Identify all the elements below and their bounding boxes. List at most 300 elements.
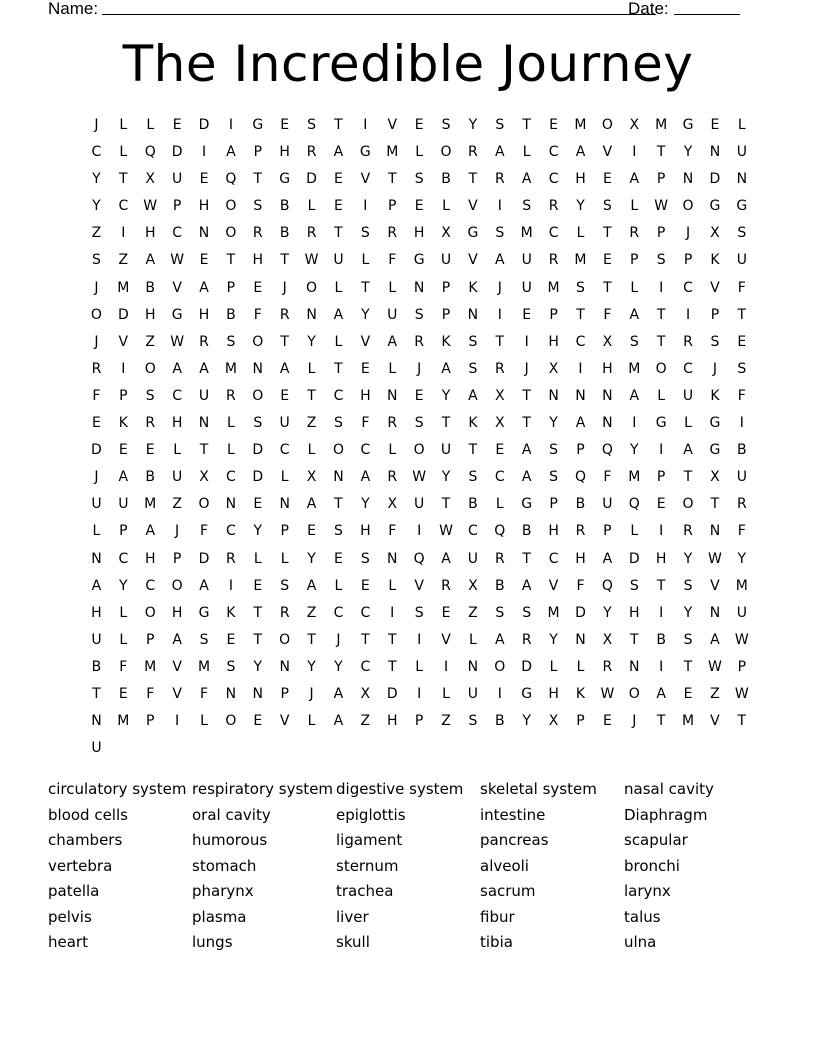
grid-letter[interactable]: P [280,685,289,702]
grid-letter[interactable]: F [603,469,612,486]
grid-letter[interactable]: T [361,279,370,296]
grid-letter[interactable]: O [198,496,210,513]
grid-letter[interactable]: H [144,306,156,323]
grid-letter[interactable]: X [306,469,317,486]
grid-letter[interactable]: H [91,604,102,621]
grid-letter[interactable]: O [494,658,506,675]
grid-letter[interactable]: E [280,117,290,133]
grid-letter[interactable]: P [146,713,155,730]
grid-letter[interactable]: R [199,333,209,350]
grid-letter[interactable]: T [468,442,478,459]
grid-letter[interactable]: S [468,360,478,377]
grid-letter[interactable]: E [199,171,209,188]
grid-letter[interactable]: U [736,469,747,486]
grid-letter[interactable]: A [629,171,640,188]
grid-letter[interactable]: L [334,577,343,594]
grid-letter[interactable]: E [118,685,128,702]
grid-letter[interactable]: T [629,631,639,648]
grid-letter[interactable]: A [91,577,102,594]
grid-letter[interactable]: C [683,279,693,296]
grid-letter[interactable]: I [417,685,422,702]
grid-letter[interactable]: J [94,469,99,486]
grid-letter[interactable]: T [656,333,666,350]
grid-letter[interactable]: T [334,496,343,513]
grid-letter[interactable]: I [659,279,664,296]
grid-letter[interactable]: C [145,577,156,594]
grid-letter[interactable]: X [441,225,451,242]
grid-letter[interactable]: T [522,550,531,567]
grid-letter[interactable]: V [279,713,290,730]
grid-letter[interactable]: S [629,333,639,350]
grid-letter[interactable]: N [629,658,640,675]
grid-letter[interactable]: L [119,631,128,648]
grid-letter[interactable]: E [710,117,720,133]
grid-letter[interactable]: X [602,333,613,350]
grid-letter[interactable]: L [415,658,424,675]
grid-letter[interactable]: P [549,496,558,513]
grid-letter[interactable]: O [225,713,237,730]
grid-letter[interactable]: H [655,550,667,567]
grid-letter[interactable]: L [307,198,316,215]
grid-letter[interactable]: S [522,604,532,621]
grid-letter[interactable]: G [279,171,291,188]
grid-letter[interactable]: I [121,225,126,242]
grid-letter[interactable]: K [468,279,478,296]
grid-letter[interactable]: N [709,144,721,161]
grid-letter[interactable]: U [198,387,210,404]
grid-letter[interactable]: T [495,333,505,350]
grid-letter[interactable]: E [360,360,370,377]
grid-letter[interactable]: Q [144,144,156,161]
grid-letter[interactable]: J [175,523,180,540]
grid-letter[interactable]: W [170,252,185,269]
grid-letter[interactable]: S [656,252,666,269]
grid-letter[interactable]: U [91,496,102,513]
grid-letter[interactable]: T [307,631,316,648]
grid-letter[interactable]: S [495,117,505,133]
grid-letter[interactable]: P [576,713,585,730]
grid-letter[interactable]: M [681,713,695,730]
grid-letter[interactable]: A [521,577,532,594]
grid-letter[interactable]: H [602,360,613,377]
grid-letter[interactable]: A [387,333,398,350]
grid-letter[interactable]: Q [413,550,425,567]
grid-letter[interactable]: S [360,550,370,567]
grid-letter[interactable]: I [175,713,180,730]
grid-letter[interactable]: W [412,469,427,486]
grid-letter[interactable]: S [307,117,317,133]
grid-letter[interactable]: L [334,333,343,350]
grid-letter[interactable]: V [387,117,398,133]
grid-letter[interactable]: E [495,442,505,459]
grid-letter[interactable]: L [657,387,666,404]
grid-letter[interactable]: E [414,387,424,404]
grid-letter[interactable]: L [334,279,343,296]
grid-letter[interactable]: B [656,631,666,648]
grid-letter[interactable]: V [710,713,720,730]
grid-letter[interactable]: G [709,198,721,215]
grid-letter[interactable]: G [359,144,371,161]
grid-letter[interactable]: I [228,117,233,133]
grid-letter[interactable]: H [628,604,640,621]
grid-letter[interactable]: A [172,360,182,377]
grid-letter[interactable]: E [522,306,532,323]
date-blank-line[interactable] [674,14,740,15]
grid-letter[interactable]: Y [549,631,558,648]
grid-letter[interactable]: S [495,604,505,621]
grid-letter[interactable]: P [226,279,236,296]
grid-letter[interactable]: L [307,360,316,377]
grid-letter[interactable]: P [683,252,693,269]
grid-letter[interactable]: L [173,442,182,459]
grid-letter[interactable]: T [522,387,531,404]
grid-letter[interactable]: Q [601,442,613,459]
grid-letter[interactable]: L [388,442,397,459]
grid-letter[interactable]: U [467,550,479,567]
grid-letter[interactable]: S [683,631,693,648]
grid-letter[interactable]: S [414,306,424,323]
grid-letter[interactable]: B [145,279,156,296]
grid-letter[interactable]: H [144,225,156,242]
grid-letter[interactable]: S [414,171,424,188]
grid-letter[interactable]: P [576,442,585,459]
grid-letter[interactable]: F [92,387,101,404]
grid-letter[interactable]: R [683,333,693,350]
grid-letter[interactable]: T [737,713,747,730]
grid-letter[interactable]: T [441,496,451,513]
grid-letter[interactable]: H [198,306,210,323]
grid-letter[interactable]: B [279,225,290,242]
grid-letter[interactable]: K [441,333,451,350]
grid-letter[interactable]: S [414,604,424,621]
grid-letter[interactable]: U [279,415,290,432]
grid-letter[interactable]: F [737,387,746,404]
grid-letter[interactable]: H [413,225,425,242]
grid-letter[interactable]: M [520,225,533,242]
grid-letter[interactable]: M [628,360,641,377]
grid-letter[interactable]: E [307,523,316,540]
grid-letter[interactable]: A [521,442,532,459]
grid-letter[interactable]: U [467,685,479,702]
grid-letter[interactable]: N [306,306,317,323]
grid-letter[interactable]: D [386,685,398,702]
grid-letter[interactable]: T [119,171,128,188]
grid-letter[interactable]: H [575,550,586,567]
grid-letter[interactable]: R [683,523,693,540]
grid-letter[interactable]: O [252,333,264,350]
grid-letter[interactable]: L [630,279,639,296]
grid-letter[interactable]: O [279,631,291,648]
grid-letter[interactable]: N [413,279,425,296]
grid-letter[interactable]: U [414,496,425,513]
grid-letter[interactable]: L [119,604,128,621]
grid-letter[interactable]: R [387,469,398,486]
grid-letter[interactable]: V [118,333,129,350]
grid-letter[interactable]: V [172,658,182,675]
name-blank-line[interactable] [102,14,656,15]
grid-letter[interactable]: H [171,415,183,432]
grid-letter[interactable]: F [119,658,128,675]
grid-letter[interactable]: Y [468,117,478,133]
grid-letter[interactable]: P [388,198,397,215]
grid-letter[interactable]: N [467,658,479,675]
grid-letter[interactable]: M [574,117,587,133]
grid-letter[interactable]: T [334,225,343,242]
grid-letter[interactable]: A [199,577,209,594]
grid-letter[interactable]: X [495,415,505,432]
grid-letter[interactable]: L [630,523,639,540]
grid-letter[interactable]: T [92,685,101,702]
grid-letter[interactable]: Q [601,577,613,594]
grid-letter[interactable]: C [118,198,129,215]
grid-letter[interactable]: R [226,387,236,404]
grid-letter[interactable]: I [443,658,449,675]
grid-letter[interactable]: M [224,360,237,377]
grid-letter[interactable]: G [171,306,183,323]
grid-letter[interactable]: W [708,658,722,675]
grid-letter[interactable]: C [548,550,559,567]
grid-letter[interactable]: I [417,631,422,648]
grid-letter[interactable]: F [146,685,155,702]
grid-letter[interactable]: C [360,604,371,621]
grid-letter[interactable]: U [91,631,102,648]
grid-letter[interactable]: Z [468,604,478,621]
grid-letter[interactable]: W [143,198,158,215]
grid-letter[interactable]: Y [441,387,451,404]
grid-letter[interactable]: D [521,658,533,675]
grid-letter[interactable]: K [710,252,720,269]
grid-letter[interactable]: U [736,144,747,161]
grid-letter[interactable]: G [736,198,748,215]
grid-letter[interactable]: L [495,496,504,513]
grid-letter[interactable]: R [629,225,640,242]
grid-letter[interactable]: A [629,387,640,404]
grid-letter[interactable]: L [226,415,235,432]
grid-letter[interactable]: X [199,469,209,486]
grid-letter[interactable]: E [549,117,559,133]
grid-letter[interactable]: T [656,306,666,323]
grid-letter[interactable]: E [414,117,424,133]
grid-letter[interactable]: I [739,415,744,432]
grid-letter[interactable]: H [144,550,156,567]
grid-letter[interactable]: Z [118,252,129,269]
grid-letter[interactable]: L [92,523,101,540]
grid-letter[interactable]: S [253,198,263,215]
grid-letter[interactable]: S [549,469,559,486]
grid-letter[interactable]: V [172,279,182,296]
grid-letter[interactable]: R [414,333,424,350]
grid-letter[interactable]: I [524,333,529,350]
grid-letter[interactable]: A [145,523,156,540]
grid-letter[interactable]: X [495,387,505,404]
grid-letter[interactable]: T [334,117,343,133]
grid-letter[interactable]: E [602,252,612,269]
grid-letter[interactable]: A [199,279,209,296]
grid-letter[interactable]: V [441,631,451,648]
grid-letter[interactable]: O [628,685,640,702]
grid-letter[interactable]: O [682,198,694,215]
grid-letter[interactable]: G [655,415,667,432]
grid-letter[interactable]: S [226,333,236,350]
grid-letter[interactable]: Y [629,442,639,459]
grid-letter[interactable]: Z [145,333,156,350]
grid-letter[interactable]: X [360,685,371,702]
grid-letter[interactable]: U [440,442,452,459]
grid-letter[interactable]: N [387,387,398,404]
grid-letter[interactable]: E [737,333,747,350]
grid-letter[interactable]: R [548,252,559,269]
grid-letter[interactable]: N [736,171,748,188]
grid-letter[interactable]: F [388,252,397,269]
grid-letter[interactable]: A [333,306,344,323]
grid-letter[interactable]: T [656,144,666,161]
grid-letter[interactable]: S [92,252,101,269]
grid-letter[interactable]: Y [522,713,531,730]
grid-letter[interactable]: W [600,685,615,702]
grid-letter[interactable]: G [521,685,533,702]
grid-letter[interactable]: R [306,144,317,161]
grid-letter[interactable]: K [226,604,236,621]
grid-letter[interactable]: P [656,469,666,486]
grid-letter[interactable]: Y [683,144,693,161]
grid-letter[interactable]: N [575,387,586,404]
grid-letter[interactable]: N [333,469,344,486]
grid-letter[interactable]: J [336,631,341,648]
grid-letter[interactable]: S [683,577,693,594]
grid-letter[interactable]: E [199,252,209,269]
grid-letter[interactable]: S [495,225,505,242]
grid-letter[interactable]: C [360,442,371,459]
grid-letter[interactable]: T [280,333,289,350]
grid-letter[interactable]: W [654,198,669,215]
grid-letter[interactable]: N [602,415,613,432]
grid-letter[interactable]: A [306,577,317,594]
grid-letter[interactable]: X [387,496,398,513]
grid-letter[interactable]: W [734,685,749,702]
grid-letter[interactable]: Q [574,469,586,486]
grid-letter[interactable]: D [117,306,129,323]
grid-letter[interactable]: I [659,658,664,675]
grid-letter[interactable]: P [172,198,182,215]
grid-letter[interactable]: N [91,713,102,730]
grid-letter[interactable]: U [387,306,398,323]
grid-letter[interactable]: X [602,631,613,648]
grid-letter[interactable]: E [360,577,370,594]
grid-letter[interactable]: Y [361,306,370,323]
grid-letter[interactable]: B [441,171,451,188]
grid-letter[interactable]: O [682,496,694,513]
grid-letter[interactable]: Y [683,604,693,621]
grid-letter[interactable]: R [494,171,505,188]
grid-letter[interactable]: D [91,442,102,459]
grid-letter[interactable]: N [279,658,290,675]
grid-letter[interactable]: T [253,171,263,188]
grid-letter[interactable]: A [172,631,182,648]
grid-letter[interactable]: Q [225,171,237,188]
grid-letter[interactable]: C [360,658,371,675]
grid-letter[interactable]: N [467,306,479,323]
grid-letter[interactable]: L [469,631,477,648]
grid-letter[interactable]: M [655,117,668,133]
grid-letter[interactable]: S [145,387,155,404]
grid-letter[interactable]: D [198,550,210,567]
grid-letter[interactable]: N [198,225,210,242]
grid-letter[interactable]: O [90,306,102,323]
grid-letter[interactable]: G [682,117,694,133]
grid-letter[interactable]: C [548,225,559,242]
grid-letter[interactable]: R [521,631,532,648]
grid-letter[interactable]: F [388,523,397,540]
grid-letter[interactable]: M [117,279,130,296]
grid-letter[interactable]: C [279,442,290,459]
grid-letter[interactable]: I [632,415,637,432]
grid-letter[interactable]: J [282,279,287,296]
grid-letter[interactable]: I [578,360,583,377]
grid-letter[interactable]: A [575,144,586,161]
grid-letter[interactable]: E [118,442,128,459]
grid-letter[interactable]: G [252,117,264,133]
grid-letter[interactable]: O [306,279,318,296]
grid-letter[interactable]: S [522,198,532,215]
grid-letter[interactable]: Y [576,198,585,215]
grid-letter[interactable]: P [656,225,666,242]
grid-letter[interactable]: C [575,333,586,350]
grid-letter[interactable]: Z [91,225,102,242]
grid-letter[interactable]: R [306,225,317,242]
grid-letter[interactable]: V [468,252,478,269]
grid-letter[interactable]: S [602,198,612,215]
grid-letter[interactable]: B [575,496,586,513]
grid-letter[interactable]: L [253,550,262,567]
grid-letter[interactable]: M [144,658,157,675]
grid-letter[interactable]: Z [172,496,182,513]
grid-letter[interactable]: L [307,442,316,459]
grid-letter[interactable]: N [91,550,102,567]
grid-letter[interactable]: A [279,360,290,377]
grid-letter[interactable]: L [684,415,692,432]
grid-letter[interactable]: O [655,360,667,377]
grid-letter[interactable]: X [548,360,559,377]
grid-letter[interactable]: L [442,685,450,702]
grid-letter[interactable]: G [521,496,533,513]
grid-letter[interactable]: E [253,713,263,730]
grid-letter[interactable]: M [735,577,748,594]
grid-letter[interactable]: G [709,442,721,459]
grid-letter[interactable]: H [360,387,371,404]
grid-letter[interactable]: N [252,685,264,702]
grid-letter[interactable]: L [361,252,370,269]
grid-letter[interactable]: H [198,198,210,215]
grid-letter[interactable]: E [226,631,236,648]
grid-letter[interactable]: D [198,117,210,133]
grid-letter[interactable]: N [198,415,210,432]
grid-letter[interactable]: C [333,387,344,404]
grid-letter[interactable]: O [144,360,156,377]
grid-letter[interactable]: P [603,523,612,540]
grid-letter[interactable]: P [710,306,720,323]
grid-letter[interactable]: A [521,469,532,486]
grid-letter[interactable]: E [145,442,155,459]
grid-letter[interactable]: X [145,171,156,188]
grid-letter[interactable]: S [549,442,559,459]
grid-letter[interactable]: R [494,550,505,567]
grid-letter[interactable]: D [628,550,640,567]
grid-letter[interactable]: F [253,306,262,323]
grid-letter[interactable]: H [252,252,264,269]
grid-letter[interactable]: M [117,713,130,730]
grid-letter[interactable]: Y [549,415,558,432]
grid-letter[interactable]: Y [307,550,316,567]
